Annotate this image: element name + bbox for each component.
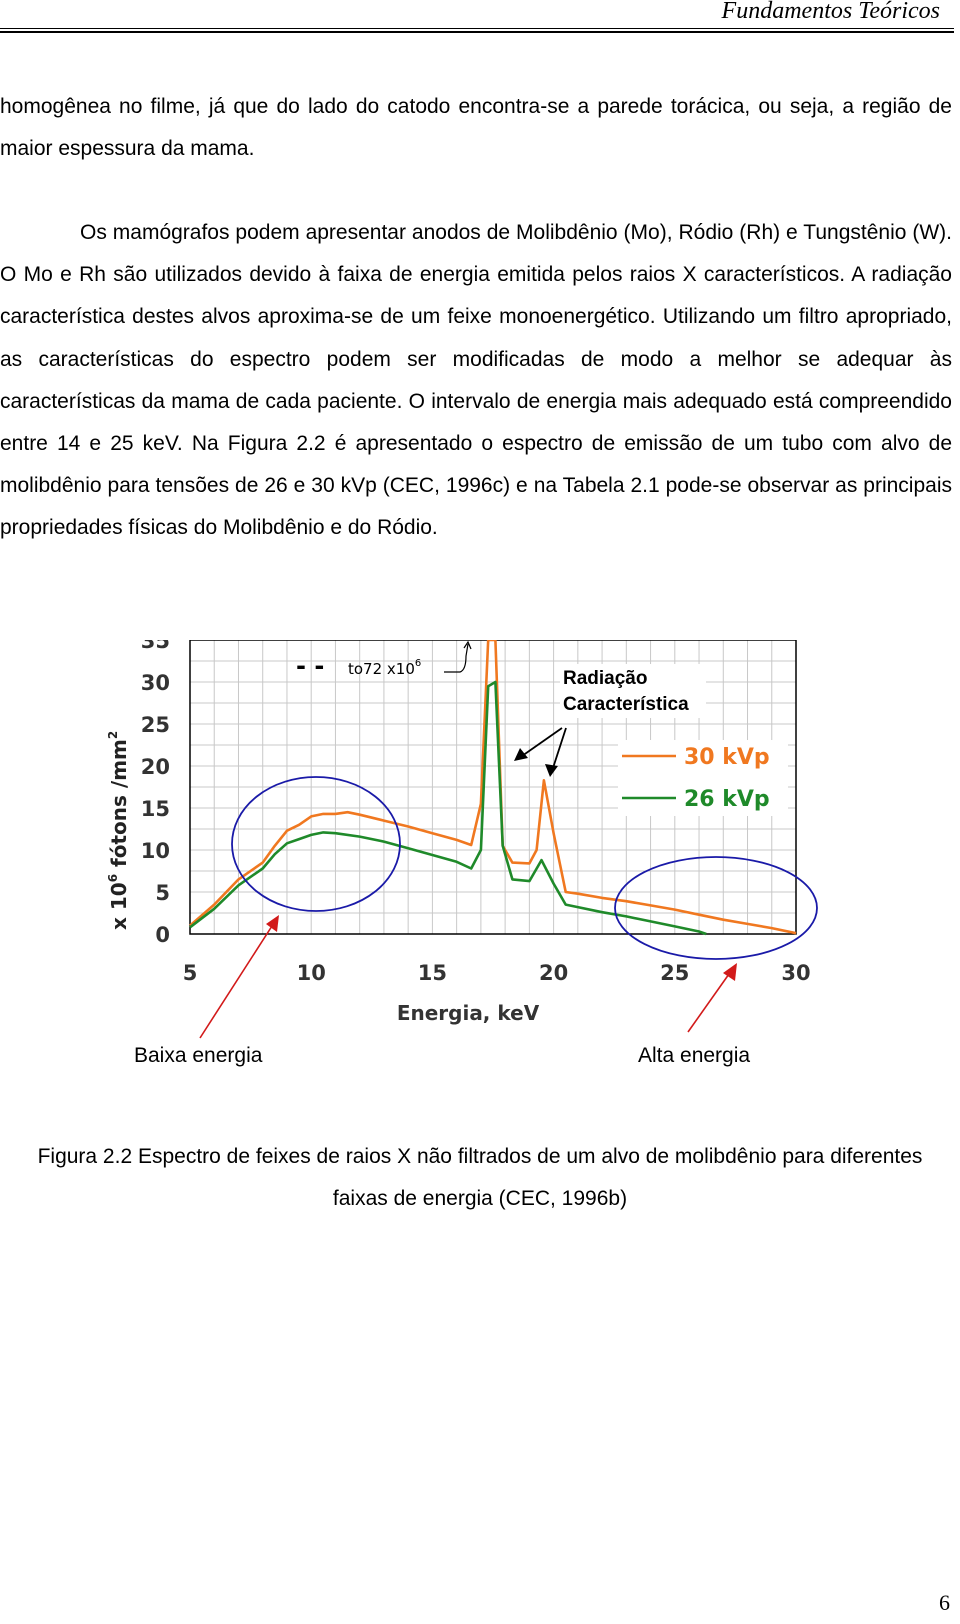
x-tick-label: 15 xyxy=(417,961,448,985)
alta-energia-label: Alta energia xyxy=(638,1044,751,1067)
alta-energia-arrow xyxy=(688,974,729,1032)
header-rule xyxy=(0,28,954,29)
paragraph-2: Os mamógrafos podem apresentar anodos de Molibdênio (Mo), Ródio (Rh) e Tungstênio (W). O Mo e Rh são utilizados devido à faixa de energia emitida pelos raios X característicos. A radiação característica destes alvos aproxima-se de um feixe monoenergético. Utilizando um filtro apropriado, as características do espectro podem ser modificadas de modo a melhor se adequar às características da mama de cada paciente. O intervalo de energia mais adequado está compreendido entre 14 e 25 keV. Na Figura 2.2 é apresentado o espectro de emissão de um tubo com alvo de molibdênio para tensões de 26 e 30 kVp (CEC, 1996c) e na Tabela 2.1 pode-se observar as principais propriedades físicas do Molibdênio e do Ródio. xyxy=(0,221,952,540)
baixa-energia-arrow xyxy=(200,926,272,1038)
page-number: 6 xyxy=(939,1590,950,1615)
y-tick-label: 25 xyxy=(140,713,170,737)
paragraph-1: homogênea no filme, já que do lado do catodo encontra-se a parede torácica, ou seja, a região de maior espessura da mama. xyxy=(0,95,952,161)
high-energy-ellipse xyxy=(615,857,817,959)
y-axis-label xyxy=(106,731,131,930)
y-tick-label: 35 xyxy=(140,640,170,653)
legend-label: 30 kVp xyxy=(684,745,770,770)
figure-spectrum xyxy=(0,640,960,1110)
legend-label: 26 kVp xyxy=(684,787,770,812)
spectrum-chart xyxy=(0,640,960,1110)
header-rule-thick xyxy=(0,31,954,33)
y-tick-label: 20 xyxy=(140,755,170,779)
y-axis-label-unit-exp: 2 xyxy=(106,730,120,740)
x-tick-labels xyxy=(183,961,811,985)
x-tick-label: 30 xyxy=(781,961,811,985)
y-tick-label: 5 xyxy=(155,881,170,905)
peak-dash: - - xyxy=(296,652,325,680)
x-tick-label: 10 xyxy=(296,961,326,985)
running-header: Fundamentos Teóricos xyxy=(721,0,940,24)
y-tick-label: 30 xyxy=(140,671,170,695)
figure-caption: Figura 2.2 Espectro de feixes de raios X não filtrados de um alvo de molibdênio para diferentes faixas de energia (CEC, 1996b) xyxy=(37,1145,923,1210)
radiacao-label-line2: Característica xyxy=(563,694,689,715)
low-energy-ellipse xyxy=(232,777,400,911)
y-axis-label-unit: /mm xyxy=(107,739,131,789)
y-axis-label-exp: 6 xyxy=(106,873,120,883)
x-tick-label: 5 xyxy=(182,961,198,985)
y-axis-label-fotons: fótons xyxy=(107,795,131,867)
y-tick-label: 15 xyxy=(140,797,170,821)
radiacao-label-line1: Radiação xyxy=(563,668,648,689)
y-tick-label: 10 xyxy=(140,839,170,863)
peak-note: to72 $x10^6$ xyxy=(348,658,422,678)
x-tick-label: 25 xyxy=(660,961,690,985)
y-tick-labels xyxy=(141,640,170,947)
x-tick-label: 20 xyxy=(538,961,569,985)
radiacao-arrow-1 xyxy=(522,728,562,756)
y-axis-label-x: x 10 xyxy=(107,882,131,930)
baixa-energia-label: Baixa energia xyxy=(134,1044,263,1067)
y-tick-label: 0 xyxy=(155,923,170,947)
x-axis-label: Energia, keV xyxy=(396,1001,540,1025)
